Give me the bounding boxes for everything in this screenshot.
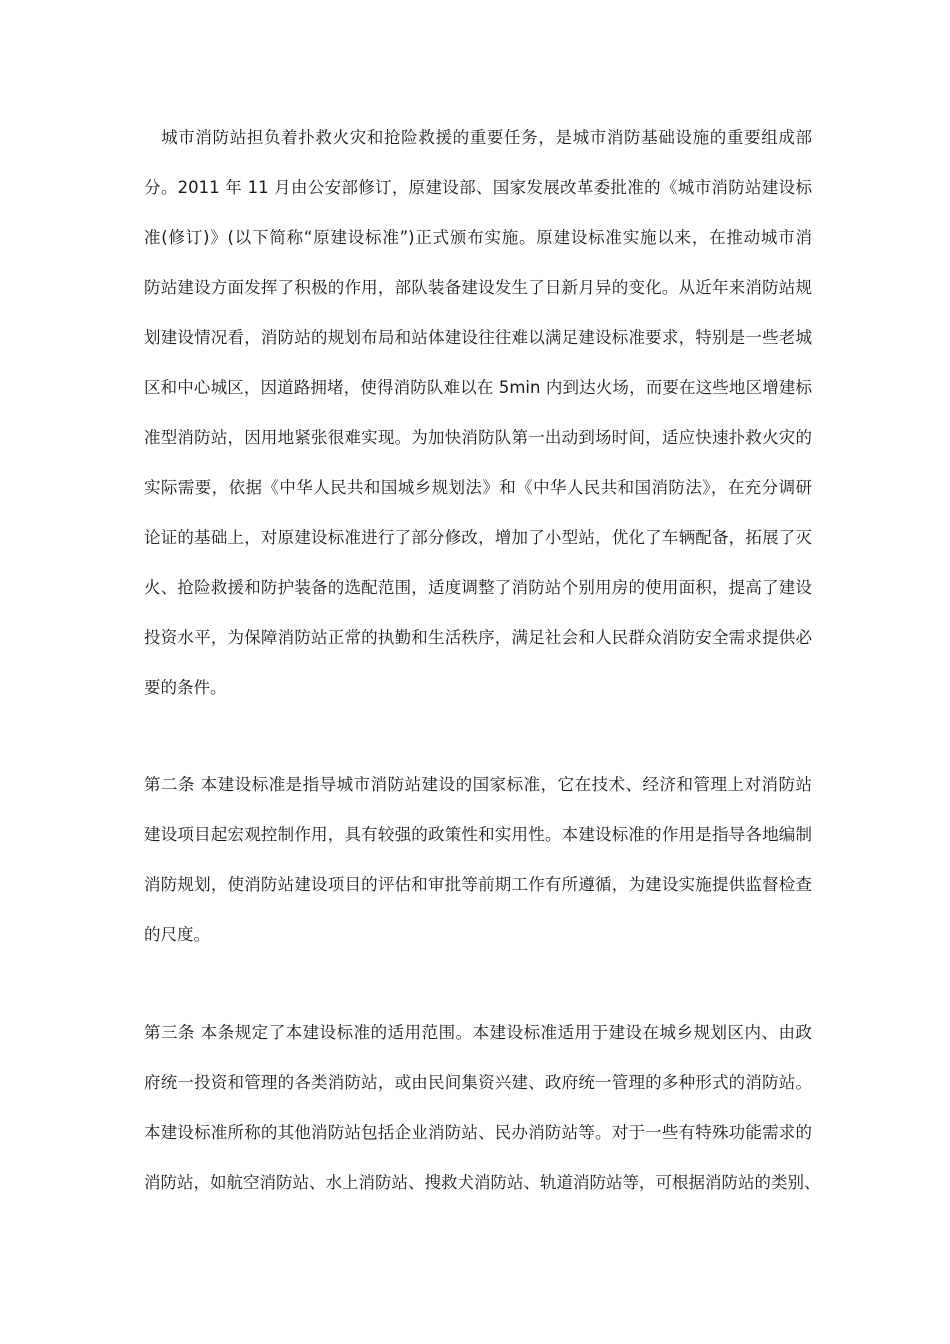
text-line: 论证的基础上，对原建设标准进行了部分修改，增加了小型站，优化了车辆配备，拓展了灭 bbox=[144, 528, 812, 547]
text-line: 分。2011 年 11 月由公安部修订，原建设部、国家发展改革委批准的《城市消防站建设标 bbox=[144, 178, 812, 197]
text-line: 府统一投资和管理的各类消防站，或由民间集资兴建、政府统一管理的多种形式的消防站。 bbox=[144, 1073, 812, 1092]
text-line: 消防站，如航空消防站、水上消防站、搜救犬消防站、轨道消防站等，可根据消防站的类别、 bbox=[144, 1173, 821, 1192]
text-line: 城市消防站担负着扑救火灾和抢险救援的重要任务，是城市消防基础设施的重要组成部 bbox=[144, 128, 812, 147]
paragraph-article-2 bbox=[144, 760, 812, 960]
paragraph-intro bbox=[144, 113, 812, 713]
text-line: 投资水平，为保障消防站正常的执勤和生活秩序，满足社会和人民群众消防安全需求提供必 bbox=[144, 628, 812, 647]
text-line: 实际需要，依据《中华人民共和国城乡规划法》和《中华人民共和国消防法》，在充分调研 bbox=[144, 478, 812, 497]
text-line: 防站建设方面发挥了积极的作用，部队装备建设发生了日新月异的变化。从近年来消防站规 bbox=[144, 278, 812, 297]
text-line: 建设项目起宏观控制作用，具有较强的政策性和实用性。本建设标准的作用是指导各地编制 bbox=[144, 825, 812, 844]
text-line: 准型消防站，因用地紧张很难实现。为加快消防队第一出动到场时间，适应快速扑救火灾的 bbox=[144, 428, 812, 447]
text-line: 消防规划，使消防站建设项目的评估和审批等前期工作有所遵循，为建设实施提供监督检查 bbox=[144, 875, 812, 894]
text-line: 的尺度。 bbox=[144, 925, 210, 944]
text-line: 第三条 本条规定了本建设标准的适用范围。本建设标准适用于建设在城乡规划区内、由政 bbox=[144, 1023, 812, 1042]
text-line: 火、抢险救援和防护装备的选配范围，适度调整了消防站个别用房的使用面积，提高了建设 bbox=[144, 578, 812, 597]
text-line: 本建设标准所称的其他消防站包括企业消防站、民办消防站等。对于一些有特殊功能需求的 bbox=[144, 1123, 812, 1142]
paragraph-article-3 bbox=[144, 1008, 821, 1208]
text-line: 要的条件。 bbox=[144, 678, 227, 697]
text-line: 第二条 本建设标准是指导城市消防站建设的国家标准，它在技术、经济和管理上对消防站 bbox=[144, 775, 812, 794]
text-line: 区和中心城区，因道路拥堵，使得消防队难以在 5min 内到达火场，而要在这些地区增建标 bbox=[144, 378, 812, 397]
text-line: 准(修订)》(以下简称“原建设标准”)正式颁布实施。原建设标准实施以来，在推动城市消 bbox=[144, 228, 812, 247]
text-line: 划建设情况看，消防站的规划布局和站体建设往往难以满足建设标准要求，特别是一些老城 bbox=[144, 328, 812, 347]
